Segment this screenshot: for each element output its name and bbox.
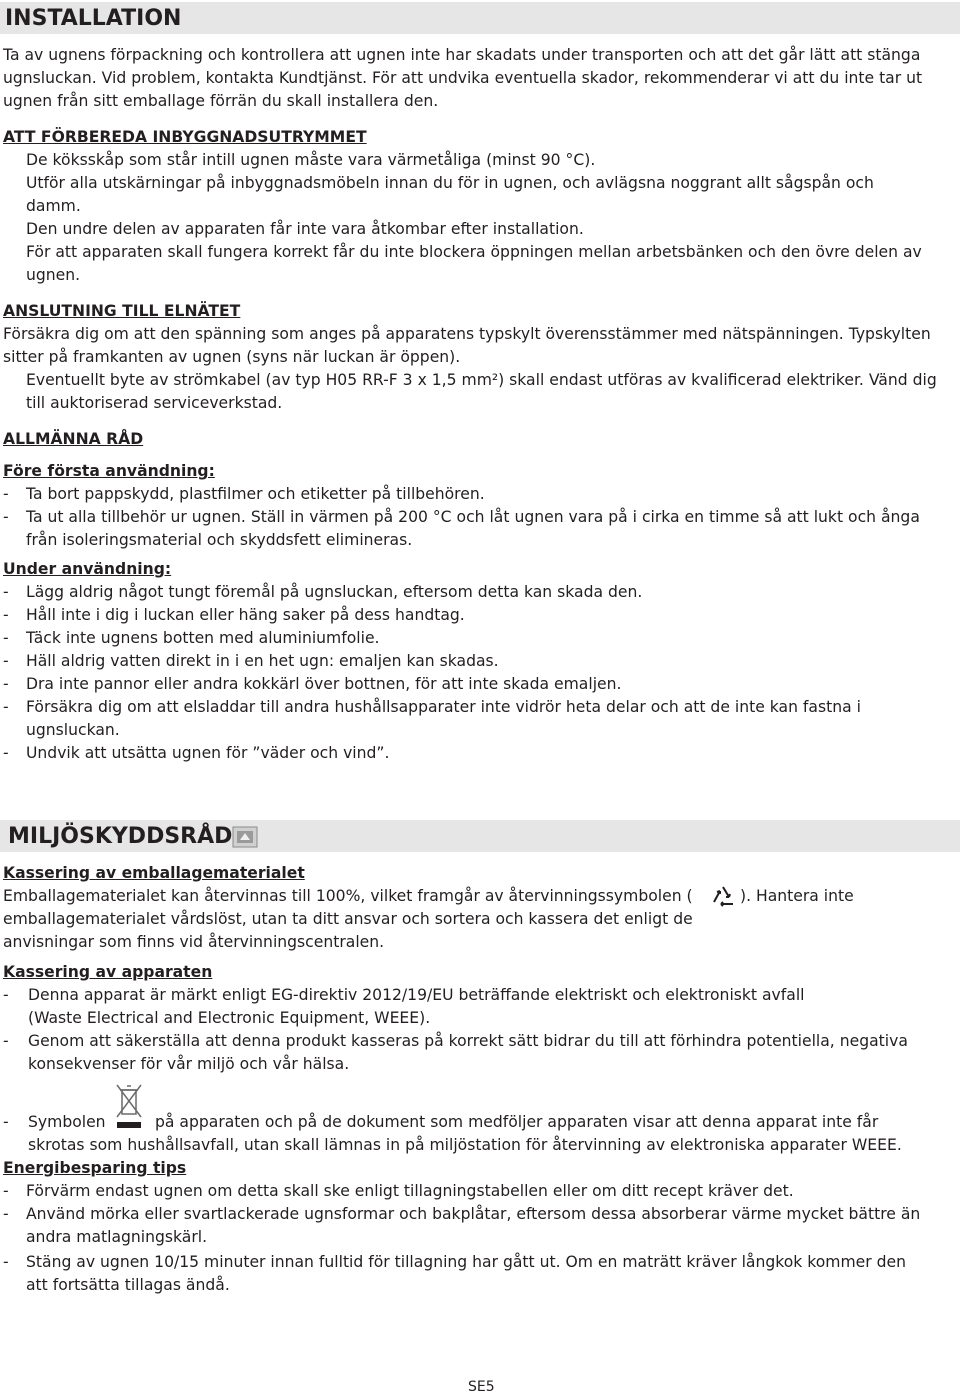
weee-crossed-bin-icon (114, 1082, 144, 1136)
list-dash: - (3, 606, 9, 624)
recycling-symbol-icon (708, 884, 738, 914)
list-dash: - (3, 1253, 9, 1271)
prep-line-3: damm. (26, 197, 81, 215)
during-item-7: Undvik att utsätta ugnen för ”väder och vind”. (26, 744, 390, 762)
page-number: SE5 (468, 1379, 495, 1395)
connection-heading: ANSLUTNING TILL ELNÄTET (3, 302, 241, 320)
prep-line-5: För att apparaten skall fungera korrekt får du inte blockera öppningen mellan arbetsbänken och den övre delen av (26, 243, 922, 261)
energy-line-3: andra matlagningskärl. (26, 1228, 208, 1246)
environment-title-bar (0, 820, 960, 852)
before-item-1: Ta bort pappskydd, plastfilmer och etiketter på tillbehören. (26, 485, 485, 503)
intro-line-2: ugnsluckan. Vid problem, kontakta Kundtjänst. För att undvika eventuella skador, rekommenderar vi att du inte tar ut (3, 69, 923, 87)
energy-line-2: Använd mörka eller svartlackerade ugnsformar och bakplåtar, eftersom dessa absorberar värme mycket bättre än (26, 1205, 921, 1223)
list-dash: - (3, 675, 9, 693)
list-dash: - (3, 652, 9, 670)
list-dash: - (3, 583, 9, 601)
environment-title: MILJÖSKYDDSRÅD (8, 824, 233, 849)
prep-line-6: ugnen. (26, 266, 81, 284)
appliance-disposal-heading: Kassering av apparaten (3, 963, 213, 981)
during-item-5: Dra inte pannor eller andra kokkärl över bottnen, för att inte skada emaljen. (26, 675, 622, 693)
list-dash: - (3, 629, 9, 647)
during-item-1: Lägg aldrig något tungt föremål på ugnsluckan, eftersom detta kan skada den. (26, 583, 643, 601)
list-dash: - (3, 1205, 9, 1223)
prep-line-1: De köksskåp som står intill ugnen måste vara värmetåliga (minst 90 °C). (26, 151, 596, 169)
connection-line-4: till auktoriserad serviceverkstad. (26, 394, 283, 412)
environment-icon (232, 826, 258, 852)
before-item-2-cont: från isoleringsmaterial och skyddsfett elimineras. (26, 531, 413, 549)
connection-line-2: sitter på framkanten av ugnen (syns när luckan är öppen). (3, 348, 461, 366)
packaging-line-1b: ). Hantera inte (740, 887, 854, 905)
appliance-line-1: Denna apparat är märkt enligt EG-direktiv 2012/19/EU beträffande elektriskt och elektroniskt avfall (28, 986, 805, 1004)
energy-line-5: att fortsätta tillagas ändå. (26, 1276, 230, 1294)
during-item-6-cont: ugnsluckan. (26, 721, 120, 739)
installation-title-bar (0, 2, 960, 34)
during-item-4: Häll aldrig vatten direkt in i en het ugn: emaljen kan skadas. (26, 652, 499, 670)
packaging-heading: Kassering av emballagematerialet (3, 864, 305, 882)
appliance-line-2: (Waste Electrical and Electronic Equipment, WEEE). (28, 1009, 431, 1027)
energy-line-1: Förvärm endast ugnen om detta skall ske enligt tillagningstabellen eller om ditt recept kräver det. (26, 1182, 794, 1200)
packaging-line-3: anvisningar som finns vid återvinningscentralen. (3, 933, 385, 951)
list-dash: - (3, 698, 9, 716)
packaging-line-2: emballagematerialet vårdslöst, utan ta ditt ansvar och sortera och kassera det enligt de (3, 910, 693, 928)
appliance-line-3: Genom att säkerställa att denna produkt kasseras på korrekt sätt bidrar du till att förhindra potentiella, negativa (28, 1032, 908, 1050)
prep-line-2: Utför alla utskärningar på inbyggnadsmöbeln innan du för in ugnen, och avlägsna noggrant allt sågspån och (26, 174, 874, 192)
during-item-2: Håll inte i dig i luckan eller häng saker på dess handtag. (26, 606, 465, 624)
symbol-line-a: Symbolen (28, 1113, 106, 1131)
list-dash: - (3, 1113, 9, 1131)
installation-title: INSTALLATION (5, 6, 182, 31)
appliance-line-4: konsekvenser för vår miljö och vår hälsa. (28, 1055, 350, 1073)
symbol-line-b: på apparaten och på de dokument som medföljer apparaten visar att denna apparat inte får (155, 1113, 879, 1131)
list-dash: - (3, 744, 9, 762)
symbol-line-c: skrotas som hushållsavfall, utan skall lämnas in på miljöstation för återvinning av elektroniska apparater WEEE. (28, 1136, 902, 1154)
prep-line-4: Den undre delen av apparaten får inte vara åtkombar efter installation. (26, 220, 584, 238)
before-item-2: Ta ut alla tillbehör ur ugnen. Ställ in värmen på 200 °C och låt ugnen vara på i cirka en timme så att lukt och ånga (26, 508, 920, 526)
connection-line-3: Eventuellt byte av strömkabel (av typ H05 RR-F 3 x 1,5 mm²) skall endast utföras av kvalificerad elektriker. Vänd dig (26, 371, 937, 389)
list-dash: - (3, 508, 9, 526)
during-item-6: Försäkra dig om att elsladdar till andra hushållsapparater inte vidrör heta delar och att de inte kan fastna i (26, 698, 861, 716)
list-dash: - (3, 485, 9, 503)
prep-heading: ATT FÖRBEREDA INBYGGNADSUTRYMMET (3, 128, 367, 146)
list-dash: - (3, 1032, 9, 1050)
packaging-line-1a: Emballagematerialet kan återvinnas till 100%, vilket framgår av återvinningssymbolen ( (3, 887, 693, 905)
list-dash: - (3, 986, 9, 1004)
energy-heading: Energibesparing tips (3, 1159, 187, 1177)
before-use-heading: Före första användning: (3, 462, 215, 480)
during-use-heading: Under användning: (3, 560, 172, 578)
intro-line-1: Ta av ugnens förpackning och kontrollera att ugnen inte har skadats under transporten och att det går lätt att stänga (3, 46, 921, 64)
general-advice-heading: ALLMÄNNA RÅD (3, 430, 144, 448)
energy-line-4: Stäng av ugnen 10/15 minuter innan fulltid för tillagning har gått ut. Om en maträtt kräver långkok kommer den (26, 1253, 906, 1271)
list-dash: - (3, 1182, 9, 1200)
connection-line-1: Försäkra dig om att den spänning som anges på apparatens typskylt överensstämmer med nätspänningen. Typskylten (3, 325, 931, 343)
intro-line-3: ugnen från sitt emballage förrän du skall installera den. (3, 92, 439, 110)
during-item-3: Täck inte ugnens botten med aluminiumfolie. (26, 629, 380, 647)
